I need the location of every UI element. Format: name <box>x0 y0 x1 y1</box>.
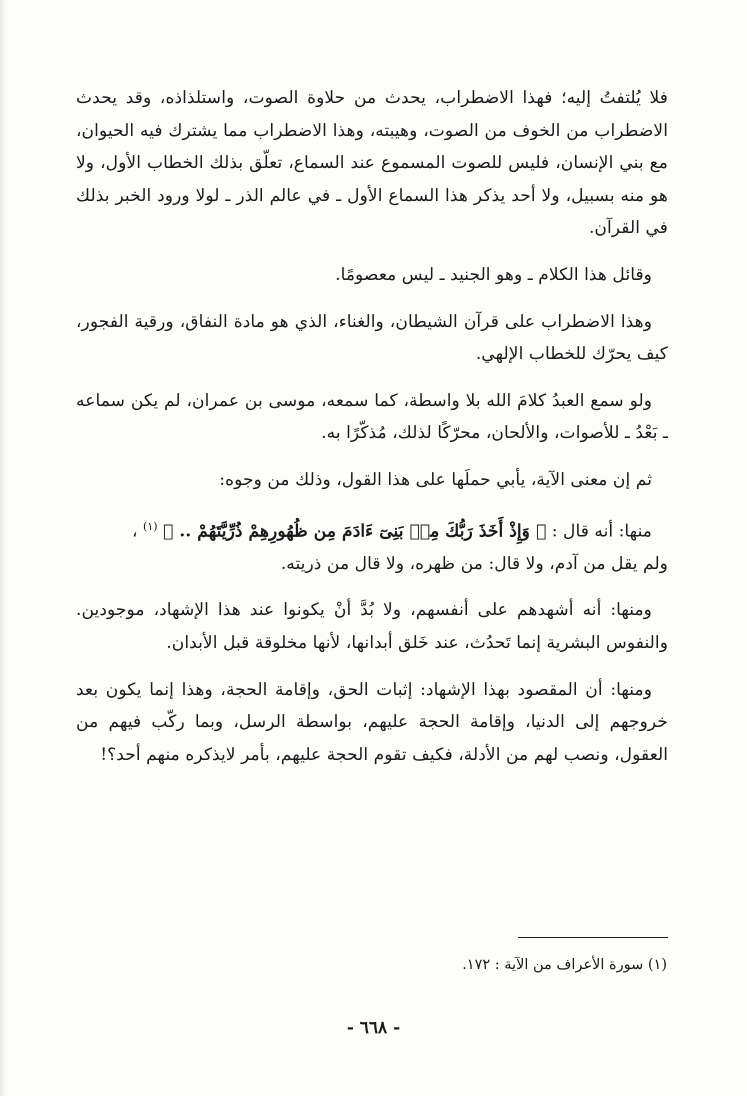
paragraph-8: ومنها: أن المقصود بهذا الإشهاد: إثبات الحق، وإقامة الحجة، وهذا إنما يكون بعد خروجهم إلى الدنيا، وإقامة الحجة عليهم، بواسطة الرسل، وبما ركّب فيهم من العقول، ونصب لهم من الأدلة، فكيف تقوم الحجة عليهم، بأمر لايذكره منهم أحد؟! <box>76 679 668 765</box>
quran-verse: ﴿ وَإِذْ أَخَذَ رَبُّكَ مِنۢ بَنِىٓ ءَادَمَ مِن ظُهُورِهِمْ ذُرِّيَّتَهُمْ .. ﴾ <box>163 521 547 542</box>
paragraph-4: ولو سمع العبدُ كلامَ الله بلا واسطة، كما سمعه، موسى بن عمران، لم يكن سماعه ـ بَعْدُ ـ للأصوات، والألحان، محرّكًا لذلك، مُذكّرًا به. <box>76 390 668 444</box>
verse-lead: منها: أنه قال : <box>551 521 652 542</box>
page-number: - ٦٦٨ - <box>346 1018 401 1038</box>
main-text <box>76 82 668 785</box>
footnote-marker: (١) <box>143 519 158 533</box>
paragraph-6: ولم يقل من آدم، ولا قال: من ظهره، ولا قال من ذريته. <box>280 553 668 574</box>
verse-trail: ، <box>131 521 138 542</box>
scan-edge <box>0 0 6 1096</box>
paragraph-2: وقائل هذا الكلام ـ وهو الجنيد ـ ليس معصومًا. <box>335 264 652 285</box>
paragraph-5: ثم إن معنى الآية، يأبي حملَها على هذا القول، وذلك من وجوه: <box>219 469 652 490</box>
footnote: (١) سورة الأعراف من الآية : ١٧٢. <box>462 957 667 973</box>
paragraph-1: فلا يُلتفتُ إليه؛ فهذا الاضطراب، يحدث من حلاوة الصوت، واستلذاذه، وقد يحدث الاضطراب من الخوف من الصوت، وهيبته، وهذا الاضطراب مما يشترك فيه الحيوان، مع بني الإنسان، فليس للصوت المسموع عند السماع، تعلّق بذلك الخطاب الأول، ولا هو منه بسبيل، ولا أحد يذكر هذا السماع الأول ـ في عالم الذر ـ لولا ورود الخبر بذلك في القرآن. <box>76 88 668 239</box>
paragraph-3: وهذا الاضطراب على قرآن الشيطان، والغناء، الذي هو مادة النفاق، ورقية الفجور، كيف يحرّك للخطاب الإلهي. <box>76 311 668 365</box>
footnote-divider <box>518 937 668 938</box>
verse-paragraph <box>76 511 668 548</box>
paragraph-7: ومنها: أنه أشهدهم على أنفسهم، ولا بُدَّ أنْ يكونوا عند هذا الإشهاد، موجودين. والنفوس البشرية إنما تَحدُث، عند خَلق أبدانها، لأنها مخلوقة قبل الأبدان. <box>76 600 668 654</box>
